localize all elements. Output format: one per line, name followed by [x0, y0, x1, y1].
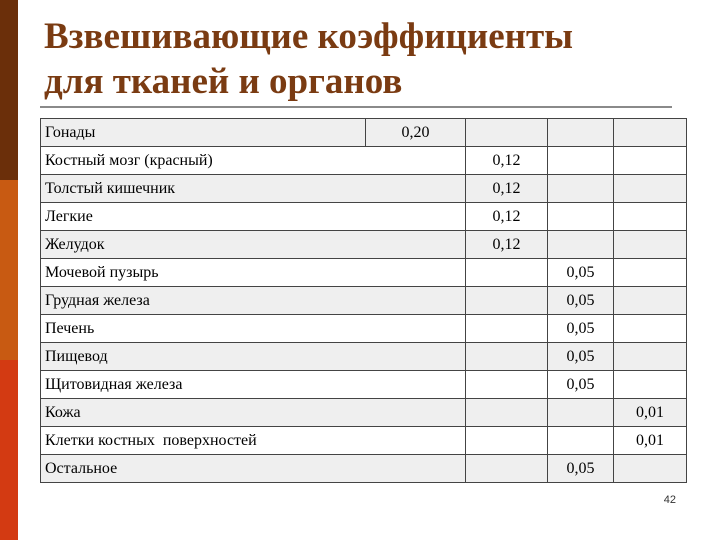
weight-value — [614, 343, 687, 371]
weight-value — [614, 231, 687, 259]
weight-value — [614, 371, 687, 399]
weight-value: 0,05 — [548, 315, 614, 343]
table-row — [41, 455, 687, 483]
table-row — [41, 119, 687, 147]
weight-value — [614, 147, 687, 175]
title-line-1: Взвешивающие коэффициенты — [44, 16, 574, 57]
organ-name: Кожа — [41, 399, 466, 427]
weight-value — [548, 175, 614, 203]
table-row — [41, 287, 687, 315]
weight-value: 0,01 — [614, 399, 687, 427]
decorative-stripe-middle — [0, 180, 18, 360]
weight-value — [466, 399, 548, 427]
weight-value: 0,05 — [548, 371, 614, 399]
weight-value — [466, 119, 548, 147]
organ-name: Печень — [41, 315, 466, 343]
weight-value — [614, 315, 687, 343]
weight-value — [614, 175, 687, 203]
weight-value: 0,20 — [366, 119, 466, 147]
weight-value — [466, 427, 548, 455]
weight-value: 0,05 — [548, 455, 614, 483]
organ-name: Толстый кишечник — [41, 175, 466, 203]
organ-name: Легкие — [41, 203, 466, 231]
organ-name: Клетки костных поверхностей — [41, 427, 466, 455]
weight-value: 0,01 — [614, 427, 687, 455]
weight-value: 0,12 — [466, 231, 548, 259]
weight-value — [548, 427, 614, 455]
table-row — [41, 203, 687, 231]
title-underline — [40, 106, 672, 108]
table-row — [41, 147, 687, 175]
table-row — [41, 343, 687, 371]
weight-value — [548, 399, 614, 427]
weight-value — [548, 231, 614, 259]
weight-value — [614, 455, 687, 483]
weight-value: 0,12 — [466, 175, 548, 203]
weight-value: 0,05 — [548, 287, 614, 315]
weight-value — [614, 203, 687, 231]
weight-value: 0,05 — [548, 259, 614, 287]
table-row — [41, 399, 687, 427]
table-row — [41, 231, 687, 259]
weight-value: 0,12 — [466, 147, 548, 175]
table-row — [41, 427, 687, 455]
organ-name: Гонады — [41, 119, 366, 147]
weight-value — [466, 343, 548, 371]
weight-value — [548, 203, 614, 231]
title-line-2: для тканей и органов — [44, 61, 403, 102]
decorative-stripe-bottom — [0, 360, 18, 540]
page-number: 42 — [663, 494, 676, 506]
slide-title — [44, 14, 684, 104]
table-row — [41, 315, 687, 343]
weight-value — [466, 287, 548, 315]
weight-value — [548, 147, 614, 175]
weight-value — [548, 119, 614, 147]
weighting-factors-table — [40, 118, 687, 483]
organ-name: Костный мозг (красный) — [41, 147, 466, 175]
table-row — [41, 259, 687, 287]
decorative-stripe-top — [0, 0, 18, 180]
organ-name: Щитовидная железа — [41, 371, 466, 399]
weight-value — [614, 119, 687, 147]
organ-name: Мочевой пузырь — [41, 259, 466, 287]
weight-value — [614, 259, 687, 287]
weight-value — [466, 315, 548, 343]
table-row — [41, 175, 687, 203]
weight-value — [466, 371, 548, 399]
weight-value — [466, 259, 548, 287]
weight-value — [466, 455, 548, 483]
organ-name: Желудок — [41, 231, 466, 259]
weight-value: 0,05 — [548, 343, 614, 371]
organ-name: Грудная железа — [41, 287, 466, 315]
organ-name: Остальное — [41, 455, 466, 483]
weight-value — [614, 287, 687, 315]
organ-name: Пищевод — [41, 343, 466, 371]
weight-value: 0,12 — [466, 203, 548, 231]
table-row — [41, 371, 687, 399]
